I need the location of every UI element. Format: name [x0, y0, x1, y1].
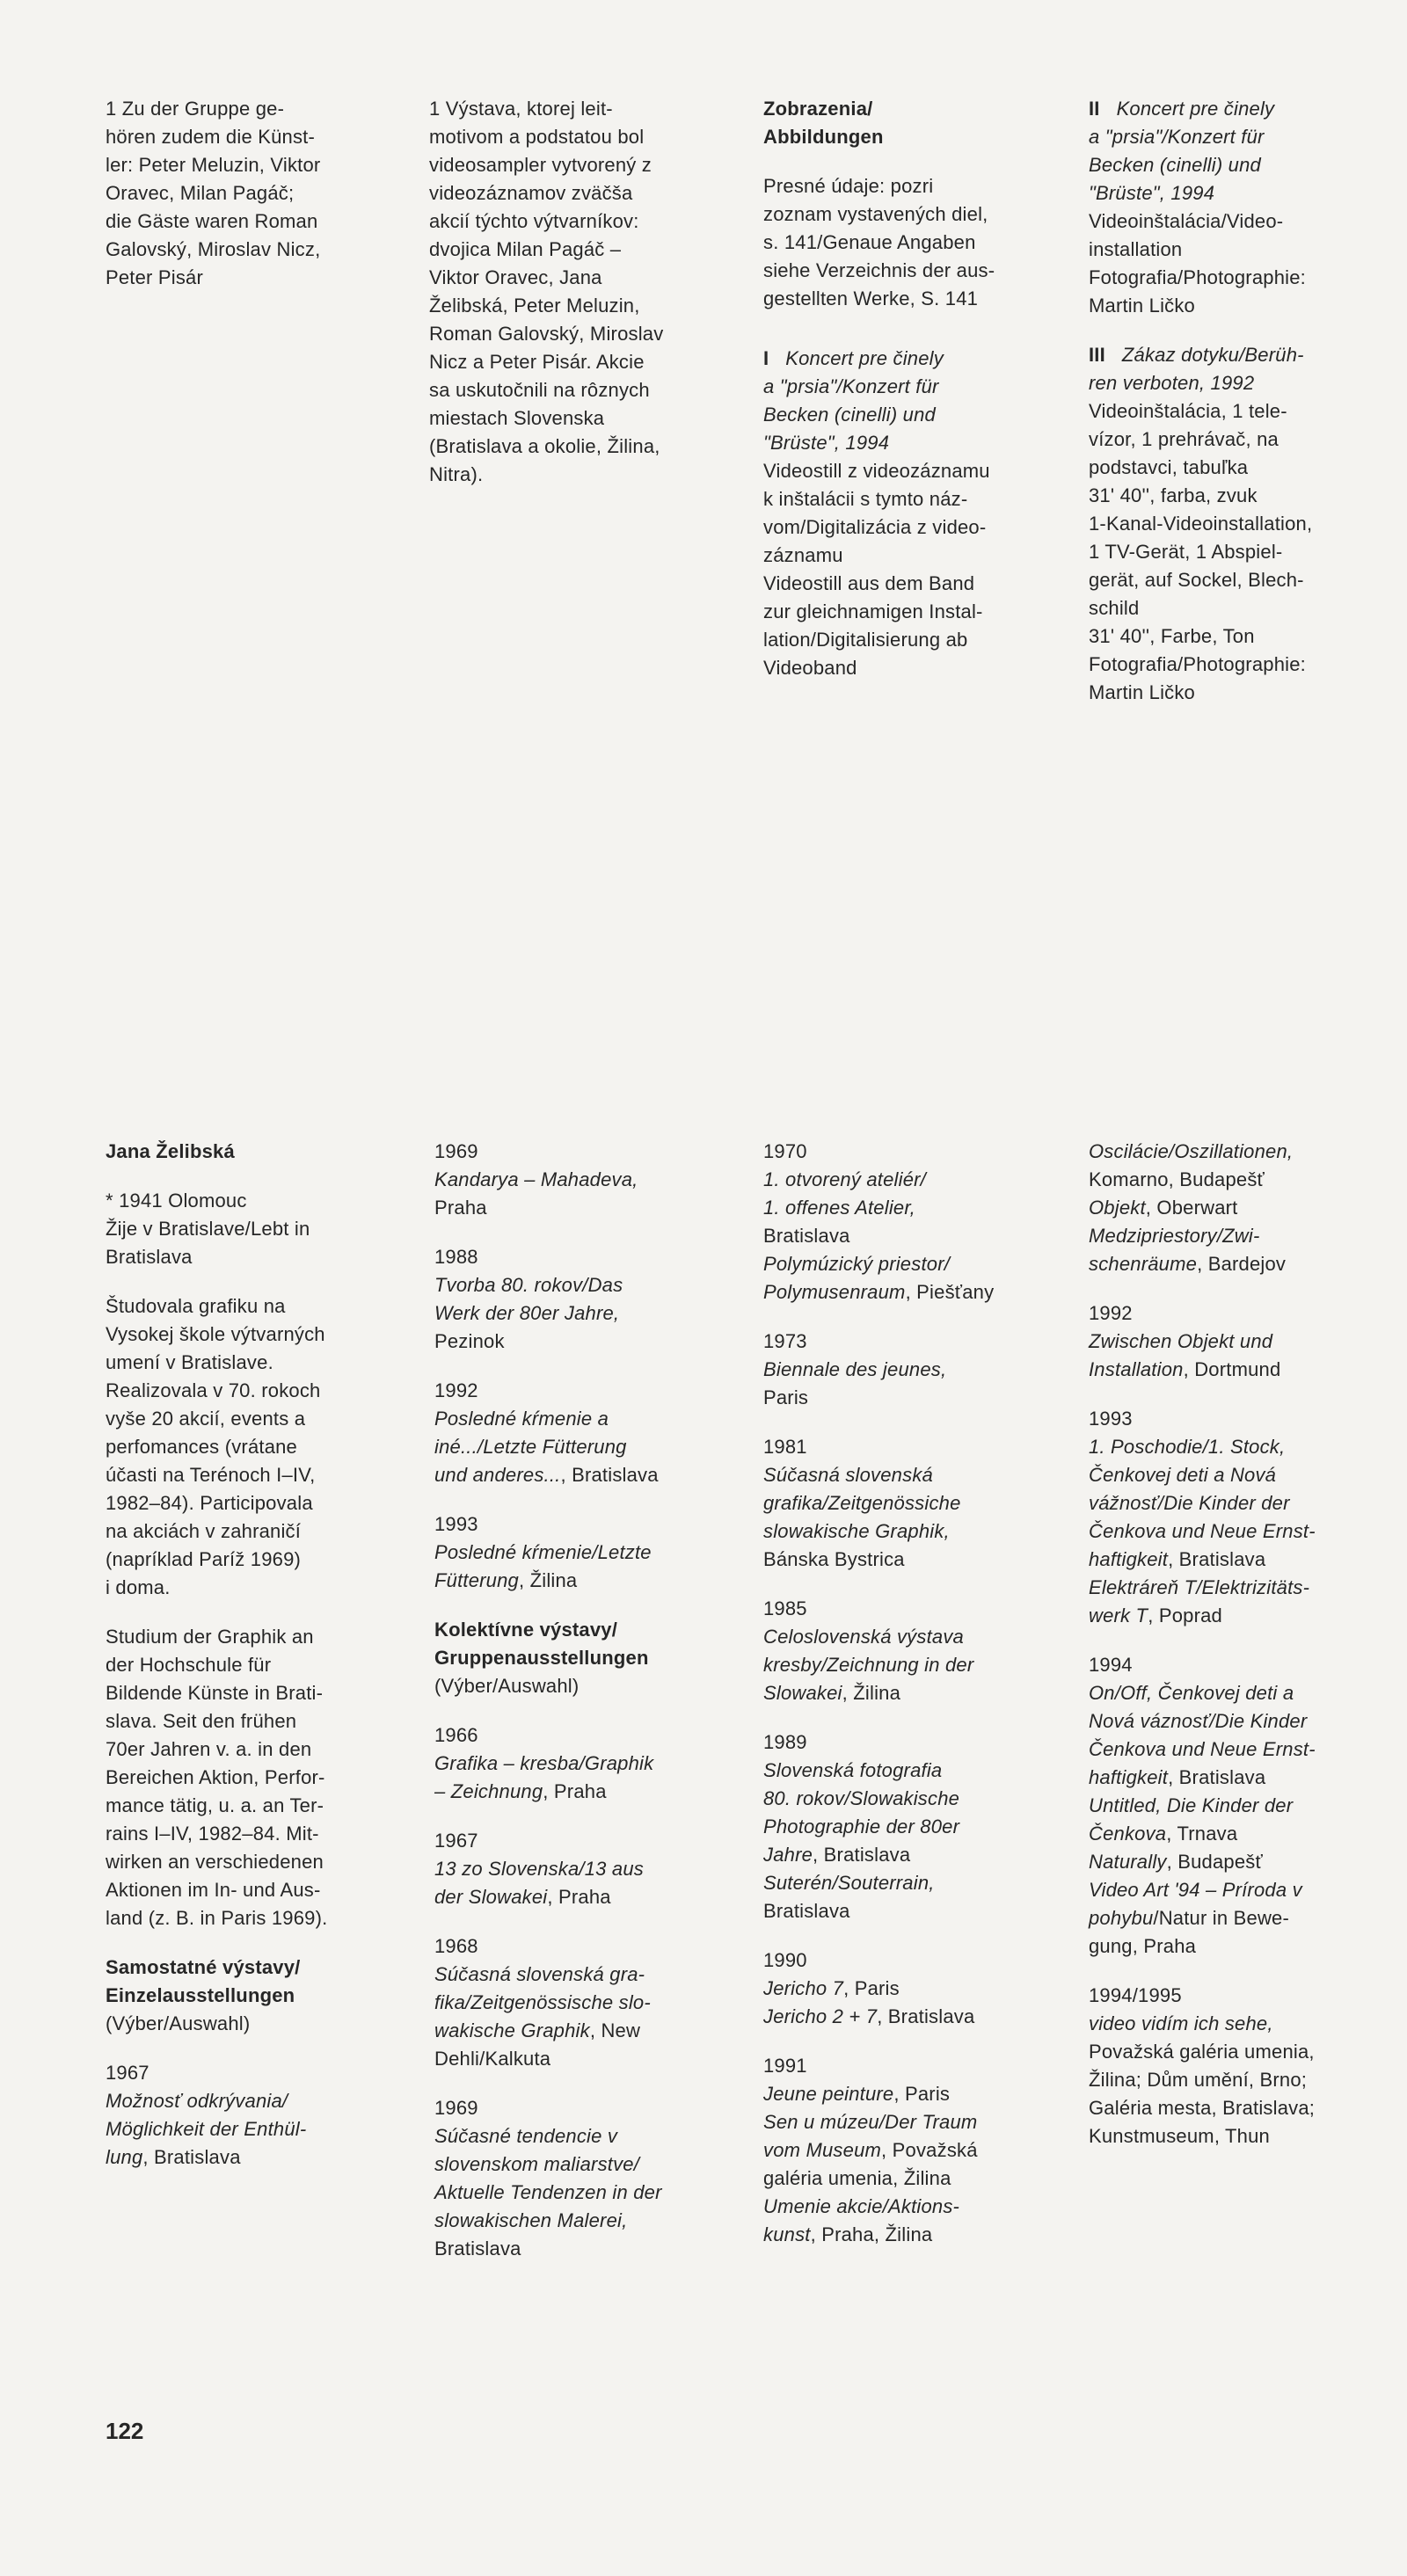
exhibition-place: Komarno, Budapešť [1089, 1168, 1265, 1190]
exhibition-text [1089, 1328, 1388, 1384]
item-description [1089, 397, 1370, 707]
exhibition-title: Möglichkeit der Enthül- [106, 2118, 307, 2140]
text-line: akcií týchto výtvarníkov: [429, 210, 639, 232]
exhibition-place: , Bratislava [877, 2005, 975, 2027]
exhibition-title: – Zeichnung [434, 1780, 543, 1802]
text-line: 31' 40'', farba, zvuk [1089, 484, 1258, 506]
text-line: vyše 20 akcií, events a [106, 1408, 306, 1430]
exhibition-year: 1990 [763, 1949, 807, 1971]
exhibition-entry [434, 1827, 725, 1911]
exhibition-title: Polymusenraum [763, 1281, 906, 1303]
exhibition-entry [763, 1869, 1053, 1925]
exhibition-title: Jericho 2 + 7 [763, 2005, 878, 2027]
item-title: Koncert pre činely a "prsia"/Konzert für Becken (cinelli) und "Brüste", 1994 [763, 347, 944, 454]
exhibition-title: Fütterung [434, 1569, 519, 1591]
exhibition-year: 1968 [434, 1935, 478, 1957]
exhibition-text [434, 1271, 725, 1356]
page-number: 122 [106, 2418, 144, 2444]
exhibition-entry [434, 1510, 725, 1595]
exhibition-title: kunst [763, 2223, 811, 2245]
exhibition-entry [763, 1728, 1053, 1869]
text-line: wirken an verschiedenen [106, 1851, 324, 1873]
text-line: schild [1089, 597, 1140, 619]
exhibition-year: 1992 [1089, 1302, 1133, 1324]
text-line: na akciách v zahraničí [106, 1520, 302, 1542]
exhibition-entry [1089, 1138, 1388, 1194]
exhibition-entry [763, 2193, 1053, 2249]
text-line: (Bratislava a okolie, Žilina, [429, 435, 660, 457]
exhibition-title: Nová váznosť/Die Kinder [1089, 1710, 1308, 1732]
exhibition-title: Čenkova und Neue Ernst- [1089, 1738, 1316, 1760]
text-line: siehe Verzeichnis der aus- [763, 259, 995, 281]
text-line: Galovský, Miroslav Nicz, [106, 238, 321, 260]
exhibition-place: , Praha [547, 1886, 611, 1908]
exhibition-title: Aktuelle Tendenzen in der [434, 2181, 662, 2203]
exhibition-entry [763, 2003, 1053, 2031]
exhibition-entry [763, 1328, 1053, 1412]
text-line: vízor, 1 prehrávač, na [1089, 428, 1279, 450]
text-line: i doma. [106, 1576, 171, 1598]
exhibition-text [434, 1539, 725, 1595]
exhibition-year: 1969 [434, 1140, 478, 1162]
exhibition-title: Zwischen Objekt und [1089, 1330, 1273, 1352]
exhibition-year: 1981 [763, 1436, 807, 1458]
text-line: záznamu [763, 544, 843, 566]
exhibition-place: Praha [434, 1197, 487, 1219]
exhibition-text [763, 1757, 1053, 1869]
exhibition-place: , Bratislava [560, 1464, 659, 1486]
exhibition-year: 1970 [763, 1140, 807, 1162]
exhibition-title: Slovenská fotografia [763, 1759, 943, 1781]
exhibition-title: Elektráreň T/Elektrizitäts- [1089, 1576, 1310, 1598]
text-line: zur gleichnamigen Instal- [763, 600, 983, 622]
exhibition-text [763, 1975, 1053, 2003]
text-line: slava. Seit den frühen [106, 1710, 297, 1732]
exhibitions-col-c [763, 1138, 1053, 2249]
exhibition-text [434, 2122, 725, 2263]
exhibitions-col-d [1089, 1138, 1388, 2150]
exhibition-text [763, 1356, 1053, 1412]
exhibition-title: Naturally [1089, 1851, 1167, 1873]
exhibition-entry [434, 1138, 725, 1222]
bio-german [106, 1623, 396, 1932]
illustrations-intro [763, 172, 1036, 313]
illustration-item-3 [1089, 341, 1370, 707]
text-line: Bratislava [106, 1246, 193, 1268]
exhibition-title: schenräume [1089, 1253, 1198, 1275]
text-line: 70er Jahren v. a. in den [106, 1738, 312, 1760]
exhibition-place: Bratislava [763, 1900, 850, 1922]
text-line: Videoband [763, 657, 857, 679]
exhibition-text [763, 1869, 1053, 1925]
exhibition-text [763, 1623, 1053, 1707]
birth-info: * 1941 Olomouc [106, 1190, 247, 1212]
item-description [1089, 207, 1370, 320]
solo-heading: Samostatné výstavy/ Einzelausstellungen [106, 1956, 301, 2006]
text-line: Martin Ličko [1089, 681, 1195, 703]
exhibition-place: , Bratislava [142, 2146, 241, 2168]
exhibition-title: 1. otvorený ateliér/ [763, 1168, 926, 1190]
exhibition-title: Súčasná slovenská [763, 1464, 933, 1486]
note-col-4 [1089, 95, 1370, 707]
text-line: Bildende Künste in Brati- [106, 1682, 324, 1704]
exhibition-year: 1966 [434, 1724, 478, 1746]
section-subheading: (Výber/Auswahl) [434, 1675, 580, 1697]
exhibition-place: , Paris [893, 2083, 951, 2105]
text-line: vom/Digitalizácia z video- [763, 516, 987, 538]
exhibition-text [763, 1461, 1053, 1574]
text-line: (napríklad Paríž 1969) [106, 1548, 302, 1570]
text-line: Nitra). [429, 463, 484, 485]
exhibition-title: Objekt [1089, 1197, 1146, 1219]
exhibition-year: 1991 [763, 2055, 807, 2077]
exhibition-entry [434, 1932, 725, 2073]
exhibition-entry [434, 1721, 725, 1806]
text-line: gerät, auf Sockel, Blech- [1089, 569, 1304, 591]
artist-name: Jana Želibská [106, 1140, 235, 1162]
exhibition-title: Jericho 7 [763, 1977, 844, 1999]
exhibition-title: Photographie der 80er [763, 1816, 960, 1837]
exhibition-place: , Praha, Žilina [810, 2223, 933, 2245]
text-line: podstavci, tabuľka [1089, 456, 1249, 478]
exhibition-title: Video Art '94 – Príroda v [1089, 1879, 1302, 1901]
exhibition-title: Slowakei [763, 1682, 842, 1704]
exhibition-year: 1988 [434, 1246, 478, 1268]
text-line: zoznam vystavených diel, [763, 203, 988, 225]
exhibition-title: iné.../Letzte Fütterung [434, 1436, 627, 1458]
exhibition-title: wakische Graphik [434, 2019, 590, 2041]
exhibition-place: , Dortmund [1183, 1358, 1281, 1380]
text-line: Fotografia/Photographie: [1089, 266, 1306, 288]
exhibition-place: Bratislava [434, 2238, 521, 2259]
item-description [763, 457, 1036, 682]
exhibition-place: , Žilina [842, 1682, 901, 1704]
exhibition-text [434, 1855, 725, 1911]
residence [106, 1215, 396, 1271]
item-number: III [1089, 344, 1105, 366]
exhibition-title: haftigkeit [1089, 1548, 1169, 1570]
exhibition-title: 13 zo Slovenska/13 aus [434, 1858, 644, 1880]
text-line: Martin Ličko [1089, 295, 1195, 317]
exhibition-place: /Natur in Bewe- [1153, 1907, 1290, 1929]
exhibition-entry [434, 2094, 725, 2263]
exhibition-title: vom Museum [763, 2139, 882, 2161]
exhibition-title: Jeune peinture [763, 2083, 894, 2105]
exhibition-place: , Piešťany [905, 1281, 995, 1303]
exhibition-entry [763, 1250, 1053, 1306]
bio-column [106, 1138, 396, 2172]
text-line: videozáznamov zväčša [429, 182, 633, 204]
note-col-2 [429, 95, 719, 489]
exhibition-entry [1089, 1405, 1388, 1574]
exhibition-entry [1089, 1651, 1388, 1792]
exhibition-entry [1089, 1194, 1388, 1222]
exhibition-year: 1994 [1089, 1654, 1133, 1676]
exhibition-place: , Žilina [518, 1569, 578, 1591]
text-line: Videostill z videozáznamu [763, 460, 990, 482]
text-line: 1982–84). Participovala [106, 1492, 313, 1514]
exhibition-text [763, 1250, 1053, 1306]
exhibition-text [1089, 1792, 1388, 1848]
exhibition-place: Dehli/Kalkuta [434, 2048, 551, 2070]
exhibition-year: 1969 [434, 2097, 478, 2119]
exhibition-place: , Poprad [1148, 1605, 1222, 1626]
exhibition-place: Pezinok [434, 1330, 505, 1352]
exhibition-year: 1989 [763, 1731, 807, 1753]
text-line: Žije v Bratislave/Lebt in [106, 1218, 310, 1240]
exhibition-text [763, 2080, 1053, 2108]
exhibition-text [763, 2003, 1053, 2031]
section-heading: Kolektívne výstavy/ Gruppenausstellungen [434, 1619, 649, 1669]
exhibition-title: Installation [1089, 1358, 1184, 1380]
exhibition-text [1089, 2010, 1388, 2150]
exhibition-text [434, 1750, 725, 1806]
exhibition-title: Umenie akcie/Aktions- [763, 2195, 960, 2217]
exhibition-entry [1089, 1222, 1388, 1278]
exhibition-title: Polymúzický priestor/ [763, 1253, 951, 1275]
text-line: mance tätig, u. a. an Ter- [106, 1794, 324, 1816]
exhibition-text [1089, 1222, 1388, 1278]
exhibition-place: , Trnava [1166, 1823, 1238, 1845]
item-title: Koncert pre činely a "prsia"/Konzert für Becken (cinelli) und "Brüste", 1994 [1089, 98, 1275, 204]
exhibition-title: Suterén/Souterrain, [763, 1872, 935, 1894]
text-line: Videostill aus dem Band [763, 572, 975, 594]
text-line: ler: Peter Meluzin, Viktor [106, 154, 321, 176]
text-line: Aktionen im In- und Aus- [106, 1879, 321, 1901]
exhibition-entry [763, 2052, 1053, 2108]
exhibition-place: , Praha [543, 1780, 607, 1802]
illustrations-heading: Zobrazenia/ Abbildungen [763, 98, 884, 148]
illustration-item-1 [763, 345, 1036, 682]
exhibition-title: Možnosť odkrývania/ [106, 2090, 288, 2112]
exhibition-place: , Bratislava [1168, 1548, 1266, 1570]
exhibition-entry [1089, 1876, 1388, 1961]
text-line: der Hochschule für [106, 1654, 272, 1676]
text-line: 1 Zu der Gruppe ge- [106, 98, 285, 120]
exhibition-text [763, 2193, 1053, 2249]
exhibition-entry [1089, 1848, 1388, 1876]
exhibition-title: Tvorba 80. rokov/Das [434, 1274, 623, 1296]
exhibition-title: Werk der 80er Jahre, [434, 1302, 620, 1324]
exhibition-entry [1089, 1982, 1388, 2150]
exhibition-entry [1089, 1792, 1388, 1848]
exhibition-title: und anderes... [434, 1464, 561, 1486]
text-line: 1 TV-Gerät, 1 Abspiel- [1089, 541, 1283, 563]
exhibition-title: Kandarya – Mahadeva, [434, 1168, 638, 1190]
exhibition-place: , Bratislava [813, 1844, 911, 1866]
item-number: II [1089, 98, 1100, 120]
note-col-3 [763, 95, 1036, 682]
text-line: 1-Kanal-Videoinstallation, [1089, 513, 1313, 535]
text-line: 31' 40'', Farbe, Ton [1089, 625, 1255, 647]
exhibition-text [1089, 1194, 1388, 1222]
exhibition-place: , Bratislava [1168, 1766, 1266, 1788]
exhibition-year: 1967 [106, 2062, 149, 2084]
exhibition-place: , Bardejov [1197, 1253, 1287, 1275]
exhibition-year: 1992 [434, 1379, 478, 1401]
text-line: k inštalácii s tymto náz- [763, 488, 968, 510]
exhibition-place: gung, Praha [1089, 1935, 1197, 1957]
text-line: hören zudem die Künst- [106, 126, 315, 148]
exhibition-title: slovenskom maliarstve/ [434, 2153, 640, 2175]
text-line: s. 141/Genaue Angaben [763, 231, 976, 253]
text-line: lation/Digitalisierung ab [763, 629, 968, 651]
exhibition-year: 1973 [763, 1330, 807, 1352]
exhibition-title: der Slowakei [434, 1886, 548, 1908]
exhibition-title: Celoslovenská výstava [763, 1626, 964, 1648]
text-line: land (z. B. in Paris 1969). [106, 1907, 328, 1929]
text-line: installation [1089, 238, 1183, 260]
text-line: Oravec, Milan Pagáč; [106, 182, 295, 204]
exhibition-title: 80. rokov/Slowakische [763, 1787, 960, 1809]
exhibition-title: Súčasná slovenská gra- [434, 1963, 645, 1985]
exhibition-place: , New [589, 2019, 641, 2041]
exhibition-place: Považská galéria umenia, [1089, 2041, 1315, 2063]
exhibition-entry [763, 1947, 1053, 2003]
exhibition-entry [763, 1138, 1053, 1250]
text-line: perfomances (vrátane [106, 1436, 297, 1458]
exhibition-year: 1993 [1089, 1408, 1133, 1430]
exhibition-title: grafika/Zeitgenössiche [763, 1492, 961, 1514]
item-number: I [763, 347, 769, 369]
exhibition-text [1089, 1574, 1388, 1630]
text-line: Peter Pisár [106, 266, 204, 288]
exhibition-text [1089, 1679, 1388, 1792]
text-line: Realizovala v 70. rokoch [106, 1379, 321, 1401]
text-line: gestellten Werke, S. 141 [763, 287, 979, 309]
exhibition-entry [763, 2108, 1053, 2193]
exhibition-text [1089, 1876, 1388, 1961]
text-line: Roman Galovský, Miroslav [429, 323, 664, 345]
exhibition-title: slowakische Graphik, [763, 1520, 950, 1542]
exhibition-place: , Paris [843, 1977, 900, 1999]
exhibition-text [1089, 1848, 1388, 1876]
exhibition-title: haftigkeit [1089, 1766, 1169, 1788]
exhibition-title: Jahre [763, 1844, 813, 1866]
exhibition-place: Galéria mesta, Bratislava; [1089, 2097, 1316, 2119]
text-line: Presné údaje: pozri [763, 175, 934, 197]
exhibition-entry [763, 1433, 1053, 1574]
illustration-item-2 [1089, 95, 1370, 320]
exhibition-year: 1967 [434, 1830, 478, 1852]
text-line: Želibská, Peter Meluzin, [429, 295, 640, 317]
exhibition-place: Žilina; Dům umění, Brno; [1089, 2069, 1308, 2091]
exhibition-place: Bratislava [763, 1225, 850, 1247]
exhibition-entry [434, 1243, 725, 1356]
exhibition-title: vážnosť/Die Kinder der [1089, 1492, 1290, 1514]
exhibition-title: slowakischen Malerei, [434, 2209, 628, 2231]
exhibition-year: 1993 [434, 1513, 478, 1535]
exhibition-title: Čenkova und Neue Ernst- [1089, 1520, 1316, 1542]
exhibition-text [434, 1961, 725, 2073]
exhibition-text [763, 1166, 1053, 1250]
exhibition-title: On/Off, Čenkovej deti a [1089, 1682, 1294, 1704]
exhibition-text [763, 2108, 1053, 2193]
exhibition-place: Bánska Bystrica [763, 1548, 905, 1570]
exhibition-year: 1994/1995 [1089, 1984, 1182, 2006]
exhibition-place: , Oberwart [1145, 1197, 1238, 1219]
exhibition-text [434, 1166, 725, 1222]
exhibition-title: Posledné kŕmenie a [434, 1408, 609, 1430]
text-line: Fotografia/Photographie: [1089, 653, 1306, 675]
text-line: Vysokej škole výtvarných [106, 1323, 325, 1345]
exhibition-title: 1. offenes Atelier, [763, 1197, 915, 1219]
exhibition-title: Untitled, Die Kinder der [1089, 1794, 1294, 1816]
exhibition-text [434, 1405, 725, 1489]
text-line: 1 Výstava, ktorej leit- [429, 98, 613, 120]
text-line: Študovala grafiku na [106, 1295, 286, 1317]
exhibition-title: lung [106, 2146, 143, 2168]
exhibition-place: Kunstmuseum, Thun [1089, 2125, 1270, 2147]
exhibition-title: Sen u múzeu/Der Traum [763, 2111, 978, 2133]
text-line: motivom a podstatou bol [429, 126, 645, 148]
exhibition-title: Medzipriestory/Zwi- [1089, 1225, 1260, 1247]
exhibition-entry [763, 1595, 1053, 1707]
exhibitions-col-b [434, 1138, 725, 2263]
exhibition-place: Paris [763, 1386, 809, 1408]
exhibition-entry [1089, 1299, 1388, 1384]
text-line: Studium der Graphik an [106, 1626, 314, 1648]
exhibition-text [1089, 1433, 1388, 1574]
text-line: miestach Slovenska [429, 407, 605, 429]
item-title: Zákaz dotyku/Berüh- ren verboten, 1992 [1089, 344, 1304, 394]
text-line: die Gäste waren Roman [106, 210, 318, 232]
bio-slovak [106, 1292, 396, 1602]
exhibition-title: Grafika – kresba/Graphik [434, 1752, 654, 1774]
exhibition-place: galéria umenia, Žilina [763, 2167, 951, 2189]
text-line: Viktor Oravec, Jana [429, 266, 602, 288]
exhibition-entry [106, 2087, 396, 2172]
exhibition-entry [434, 1377, 725, 1489]
exhibition-title: pohybu [1089, 1907, 1154, 1929]
text-line: dvojica Milan Pagáč – [429, 238, 622, 260]
exhibition-title: Posledné kŕmenie/Letzte [434, 1541, 652, 1563]
text-line: Videoinštalácia/Video- [1089, 210, 1284, 232]
text-line: účasti na Terénoch I–IV, [106, 1464, 316, 1486]
exhibition-year: 1985 [763, 1597, 807, 1619]
exhibition-title: Čenkova [1089, 1823, 1167, 1845]
note-col-1 [106, 95, 369, 292]
exhibition-entry [1089, 1574, 1388, 1630]
solo-subheading: (Výber/Auswahl) [106, 2012, 251, 2034]
exhibition-title: 1. Poschodie/1. Stock, [1089, 1436, 1286, 1458]
exhibition-title: kresby/Zeichnung in der [763, 1654, 974, 1676]
text-line: Nicz a Peter Pisár. Akcie [429, 351, 645, 373]
exhibition-title: video vidím ich sehe, [1089, 2012, 1273, 2034]
exhibition-title: Oscilácie/Oszillationen, [1089, 1140, 1294, 1162]
exhibition-title: Biennale des jeunes, [763, 1358, 947, 1380]
exhibition-place: , Budapešť [1166, 1851, 1263, 1873]
exhibition-text [1089, 1138, 1388, 1194]
text-line: rains I–IV, 1982–84. Mit- [106, 1823, 319, 1845]
text-line: umení v Bratislave. [106, 1351, 273, 1373]
text-line: sa uskutočnili na rôznych [429, 379, 650, 401]
text-line: videosampler vytvorený z [429, 154, 652, 176]
exhibition-title: werk T [1089, 1605, 1148, 1626]
exhibition-title: Čenkovej deti a Nová [1089, 1464, 1277, 1486]
text-line: Bereichen Aktion, Perfor- [106, 1766, 325, 1788]
exhibition-place: , Považská [881, 2139, 978, 2161]
text-line: Videoinštalácia, 1 tele- [1089, 400, 1287, 422]
exhibition-title: fika/Zeitgenössische slo- [434, 1991, 651, 2013]
exhibition-title: Súčasné tendencie v [434, 2125, 618, 2147]
